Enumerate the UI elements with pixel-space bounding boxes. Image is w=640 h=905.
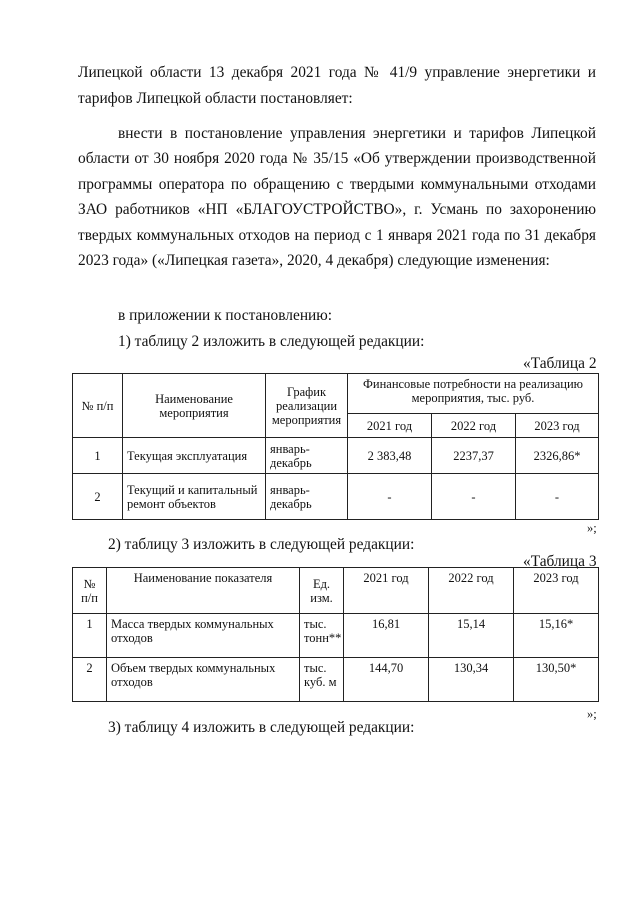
t2-row-num: 2 [73, 474, 123, 520]
t3-row-unit: тыс. куб. м [300, 658, 344, 702]
t3-row-num: 2 [73, 658, 107, 702]
t2-header-year: 2023 год [516, 414, 599, 438]
paragraph-line-4: ЗАО работников «НП «БЛАГОУСТРОЙСТВО», г. Усмань по захоронению [78, 201, 596, 218]
intro-line-2: тарифов Липецкой области постановляет: [78, 90, 353, 107]
t3-row-name: Объем твердых коммунальных отходов [107, 658, 300, 702]
table-row [73, 658, 599, 702]
t2-header-year: 2022 год [432, 414, 516, 438]
t3-header-name: Наименование показателя [107, 568, 300, 614]
table2-caption: «Таблица 2 [523, 355, 597, 372]
item-3: 3) таблицу 4 изложить в следующей редакции: [108, 719, 415, 736]
t3-header-year: 2022 год [429, 568, 514, 614]
t3-header-year: 2023 год [514, 568, 599, 614]
t2-row-value: 2237,37 [432, 438, 516, 474]
t2-header-year: 2021 год [348, 414, 432, 438]
table-row [73, 474, 599, 520]
table-row [73, 438, 599, 474]
t3-header-num: № п/п [73, 568, 107, 614]
t2-row-value: 2 383,48 [348, 438, 432, 474]
t2-header-name: Наименование мероприятия [123, 374, 266, 438]
t2-row-name: Текущий и капитальный ремонт объектов [123, 474, 266, 520]
appendix-line: в приложении к постановлению: [118, 307, 333, 324]
item-2: 2) таблицу 3 изложить в следующей редакции: [108, 536, 415, 553]
paragraph-line-2: области от 30 ноября 2020 года № 35/15 «Об утверждении производственной [78, 150, 596, 167]
table-3 [72, 567, 599, 702]
t2-header-schedule: График реализации мероприятия [266, 374, 348, 438]
t2-row-name: Текущая эксплуатация [123, 438, 266, 474]
table3-closing: »; [587, 707, 597, 721]
t3-row-unit: тыс. тонн** [300, 614, 344, 658]
t2-row-value: 2326,86* [516, 438, 599, 474]
table2-closing: »; [587, 521, 597, 535]
t2-row-schedule: январь-декабрь [266, 474, 348, 520]
t2-header-num: № п/п [73, 374, 123, 438]
t3-row-num: 1 [73, 614, 107, 658]
t2-row-value: - [348, 474, 432, 520]
t3-row-value: 15,16* [514, 614, 599, 658]
t3-row-value: 16,81 [344, 614, 429, 658]
t2-row-value: - [516, 474, 599, 520]
paragraph-line-6: 2023 года» («Липецкая газета», 2020, 4 декабря) следующие изменения: [78, 252, 550, 269]
t3-row-value: 130,34 [429, 658, 514, 702]
paragraph-line-1: внести в постановление управления энергетики и тарифов Липецкой [118, 125, 596, 142]
t2-row-schedule: январь-декабрь [266, 438, 348, 474]
t3-header-year: 2021 год [344, 568, 429, 614]
paragraph-line-3: программы оператора по обращению с твердыми коммунальными отходами [78, 176, 596, 193]
table-2 [72, 373, 599, 520]
t3-row-name: Масса твердых коммунальных отходов [107, 614, 300, 658]
table3-caption: «Таблица 3 [523, 553, 597, 570]
intro-line-1: Липецкой области 13 декабря 2021 года № 41/9 управление энергетики и [78, 64, 596, 81]
table-row [73, 614, 599, 658]
t2-header-finance: Финансовые потребности на реализацию мероприятия, тыс. руб. [348, 374, 599, 414]
t2-row-value: - [432, 474, 516, 520]
item-1: 1) таблицу 2 изложить в следующей редакции: [118, 333, 425, 350]
t3-row-value: 15,14 [429, 614, 514, 658]
t3-row-value: 144,70 [344, 658, 429, 702]
paragraph-line-5: твердых коммунальных отходов на период с 1 января 2021 года по 31 декабря [78, 227, 596, 244]
t3-row-value: 130,50* [514, 658, 599, 702]
t3-header-unit: Ед. изм. [300, 568, 344, 614]
t2-row-num: 1 [73, 438, 123, 474]
